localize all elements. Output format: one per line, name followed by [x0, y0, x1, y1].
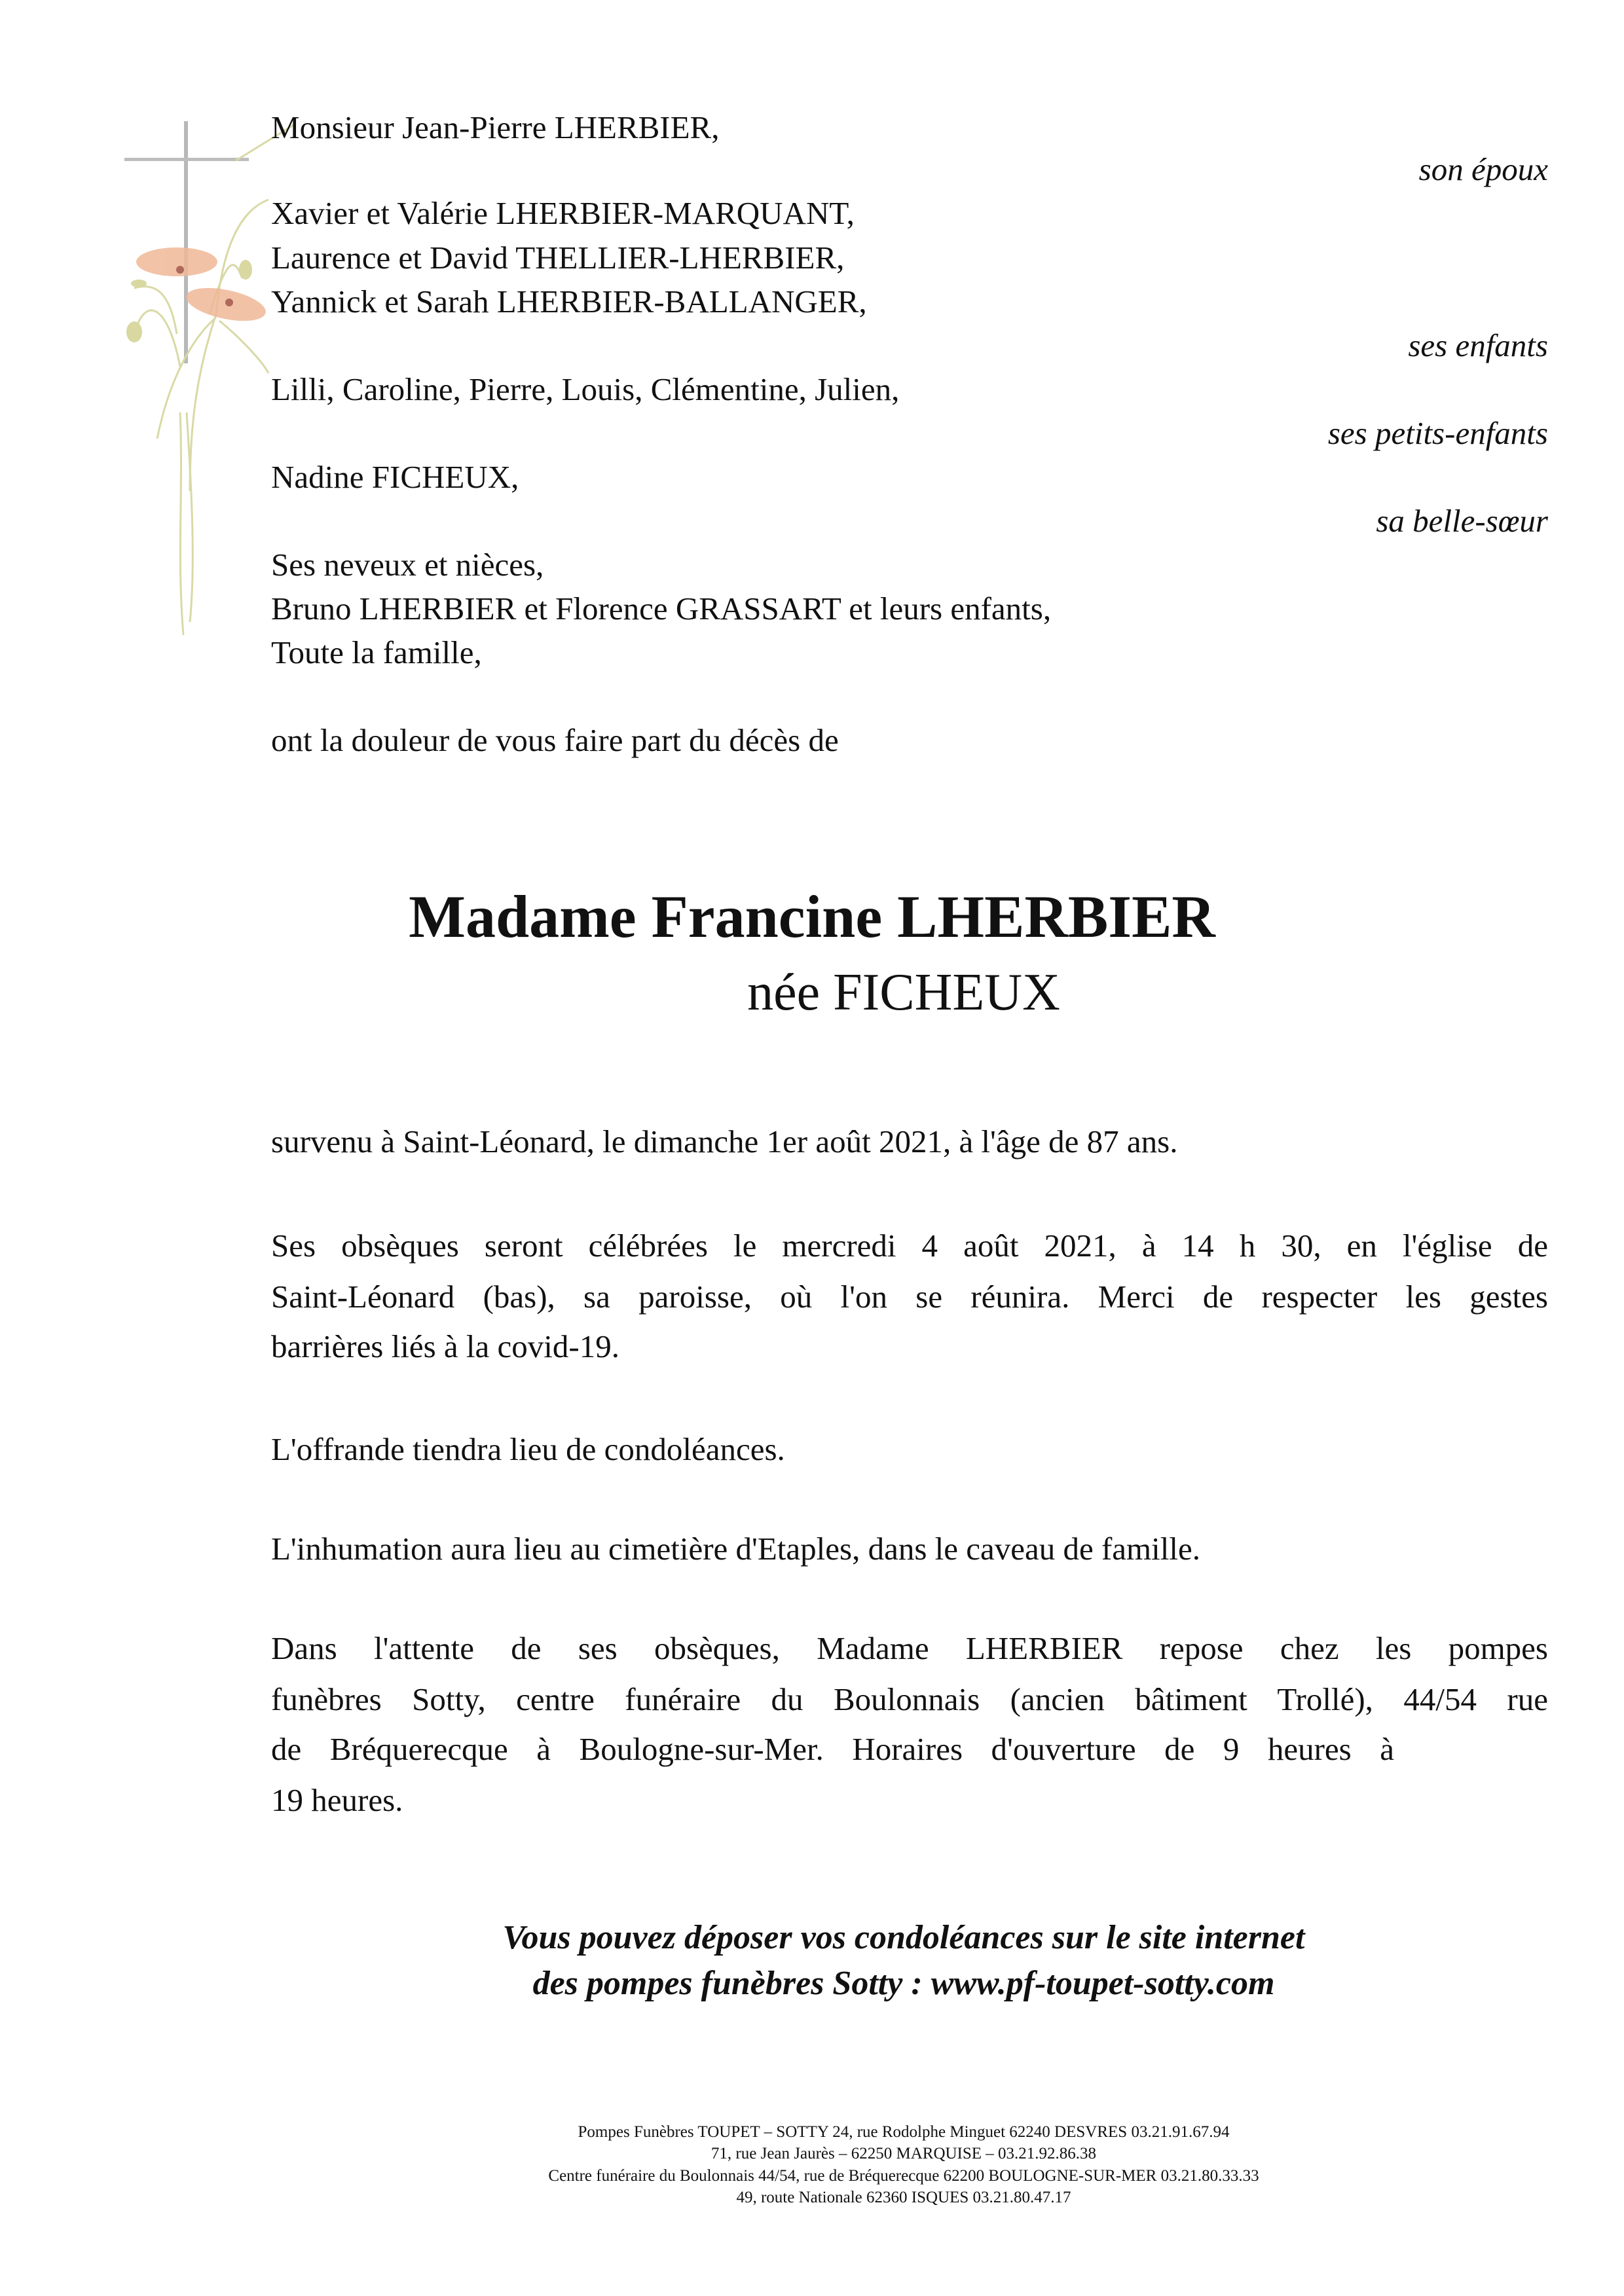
footer-line: Centre funéraire du Boulonnais 44/54, rue de Bréquerecque 62200 BOULOGNE-SUR-MER 03.21.80.33.33 [548, 2167, 1259, 2185]
rest-line: 19 heures. [271, 1782, 403, 1818]
funeral-line: barrières liés à la covid-19. [271, 1328, 619, 1364]
death-statement: survenu à Saint-Léonard, le dimanche 1er août 2021, à l'âge de 87 ans. [271, 1123, 1178, 1159]
announcement: ont la douleur de vous faire part du décès de [271, 722, 839, 758]
cross-and-poppies-illustration [98, 98, 295, 655]
footer-line: Pompes Funèbres TOUPET – SOTTY 24, rue Rodolphe Minguet 62240 DESVRES 03.21.91.67.94 [578, 2123, 1230, 2141]
condolences-website[interactable]: des pompes funèbres Sotty : www.pf-toupet-sotty.com [532, 1965, 1275, 2002]
family-line: Nadine FICHEUX, [271, 459, 519, 495]
family-line: Laurence et David THELLIER-LHERBIER, [271, 240, 845, 276]
burial-statement: L'inhumation aura lieu au cimetière d'Etaples, dans le caveau de famille. [271, 1531, 1201, 1567]
family-line: Xavier et Valérie LHERBIER-MARQUANT, [271, 195, 855, 231]
family-line: Lilli, Caroline, Pierre, Louis, Clémentine, Julien, [271, 371, 900, 407]
relation-label: ses petits-enfants [1327, 415, 1548, 451]
maiden-name: née FICHEUX [747, 964, 1060, 1021]
offering-statement: L'offrande tiendra lieu de condoléances. [271, 1431, 785, 1467]
family-line: Bruno LHERBIER et Florence GRASSART et leurs enfants, [271, 591, 1052, 627]
family-line: Toute la famille, [271, 634, 482, 670]
footer-line: 49, route Nationale 62360 ISQUES 03.21.80.47.17 [736, 2189, 1071, 2206]
deceased-name: Madame Francine LHERBIER [409, 883, 1215, 950]
condolences-line: Vous pouvez déposer vos condoléances sur le site internet [502, 1919, 1305, 1956]
funeral-line: Ses obsèques seront célébrées le mercredi 4 août 2021, à 14 h 30, en l'église de [271, 1228, 1548, 1264]
poppy-flowers [136, 247, 268, 327]
family-line: Ses neveux et nièces, [271, 547, 544, 583]
rest-line: Dans l'attente de ses obsèques, Madame LHERBIER repose chez les pompes [271, 1630, 1548, 1666]
footer-line: 71, rue Jean Jaurès – 62250 MARQUISE – 03.21.92.86.38 [710, 2145, 1097, 2162]
funeral-line: Saint-Léonard (bas), sa paroisse, où l'on se réunira. Merci de respecter les gestes [271, 1279, 1548, 1315]
relation-label: son époux [1418, 151, 1548, 187]
rest-line: funèbres Sotty, centre funéraire du Boulonnais (ancien bâtiment Trollé), 44/54 rue [271, 1681, 1548, 1717]
family-line: Yannick et Sarah LHERBIER-BALLANGER, [271, 283, 867, 319]
rest-line: de Bréquerecque à Boulogne-sur-Mer. Horaires d'ouverture de 9 heures à [271, 1731, 1394, 1767]
family-line: Monsieur Jean-Pierre LHERBIER, [271, 109, 720, 145]
relation-label: ses enfants [1408, 327, 1548, 363]
relation-label: sa belle-sœur [1376, 503, 1548, 539]
